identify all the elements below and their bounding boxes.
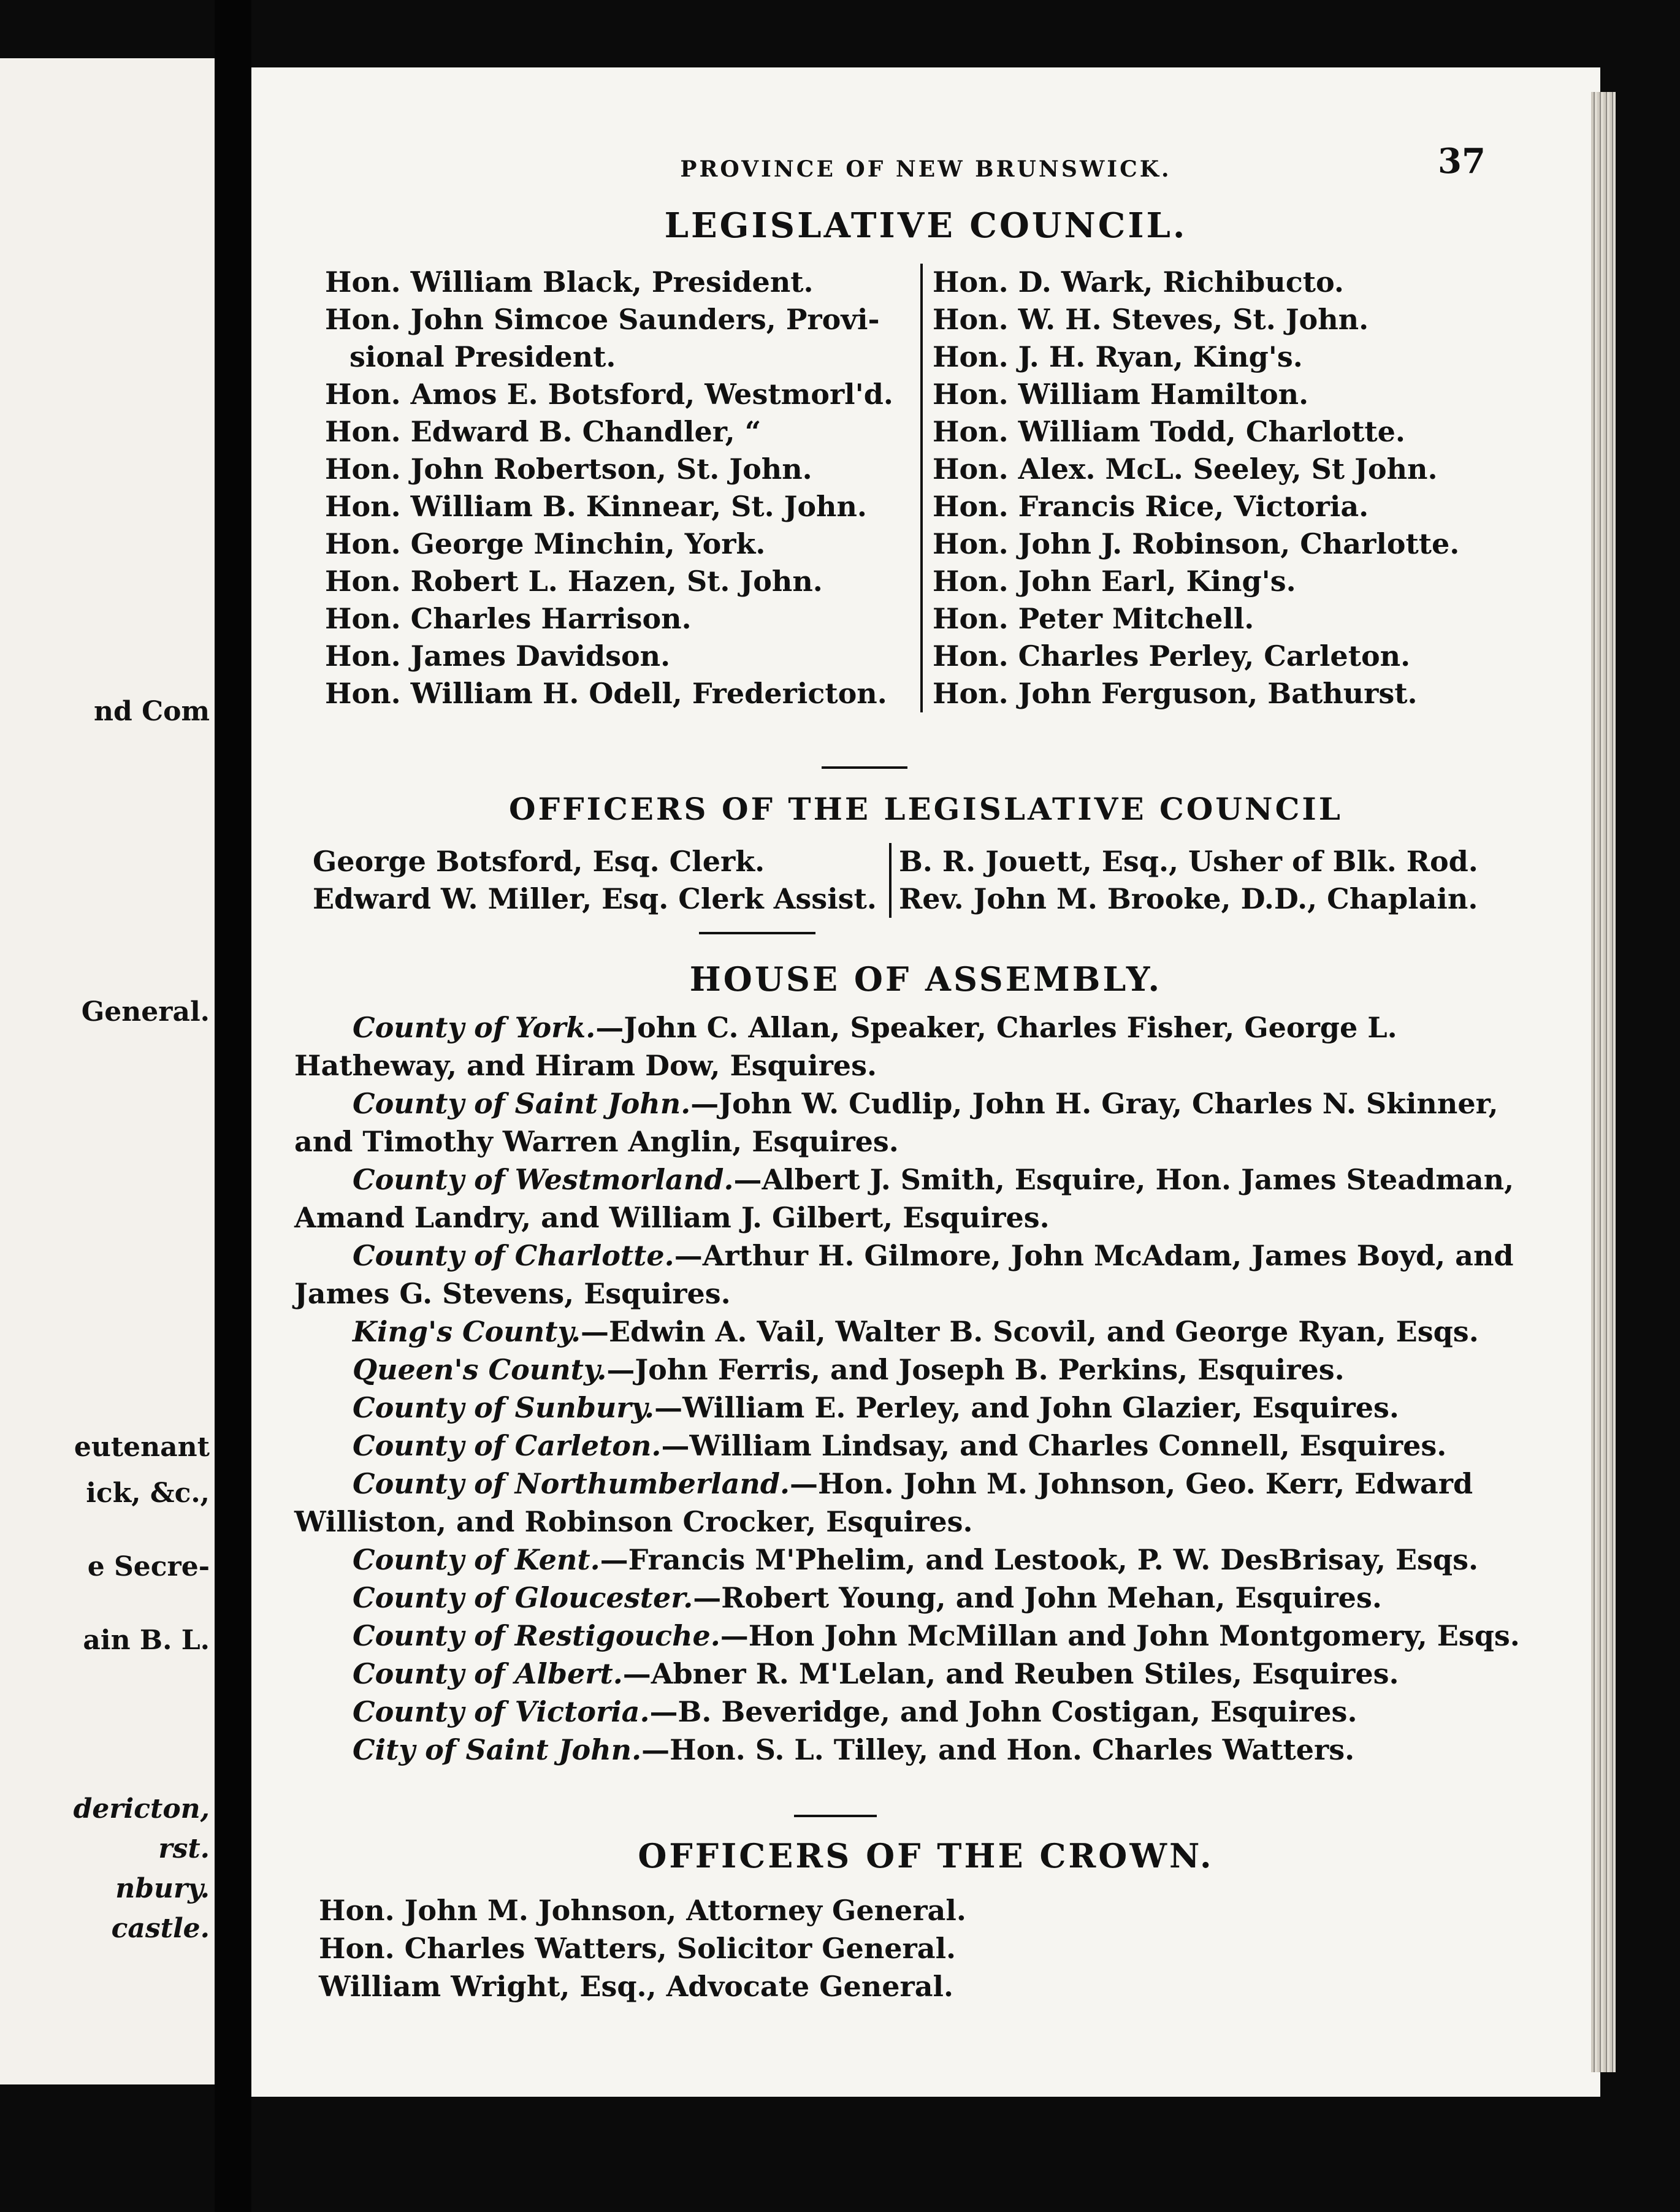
council-member: Hon. Robert L. Hazen, St. John. — [325, 565, 823, 598]
assembly-entry — [294, 1693, 1533, 1731]
section-heading-crown-officers: OFFICERS OF THE CROWN. — [638, 1836, 1214, 1875]
council-member: Hon. Amos E. Botsford, Westmorl'd. — [325, 378, 893, 411]
council-member: Hon. William Hamilton. — [932, 378, 1309, 411]
members: —Edwin A. Vail, Walter B. Scovil, and George Ryan, Esqs. — [580, 1315, 1479, 1348]
county-name: County of Carleton. — [353, 1429, 662, 1462]
members: —John W. Cudlip, John H. Gray, Charles N. Skinner, and Timothy Warren Anglin, Esquires. — [294, 1087, 1499, 1158]
assembly-entry — [294, 1465, 1533, 1541]
council-member: Hon. William Todd, Charlotte. — [932, 415, 1405, 448]
facing-text-fragment: rst. — [158, 1833, 210, 1864]
page-number: 37 — [1438, 141, 1486, 181]
county-name: King's County. — [353, 1315, 581, 1348]
county-name: Queen's County. — [353, 1353, 607, 1386]
county-name: County of Westmorland. — [353, 1163, 734, 1196]
council-member: Hon. James Davidson. — [325, 639, 671, 673]
assembly-entry — [294, 1427, 1533, 1465]
assembly-entry — [294, 1351, 1533, 1389]
crown-officers — [319, 1891, 1422, 2005]
facing-text-fragment: e Secre- — [87, 1551, 210, 1582]
council-member: Hon. George Minchin, York. — [325, 527, 766, 560]
assembly-entry — [294, 1731, 1533, 1769]
members: —Albert J. Smith, Esquire, Hon. James Steadman, Amand Landry, and William J. Gilbert, Esquires. — [294, 1163, 1514, 1234]
assembly-entry — [294, 1237, 1533, 1313]
council-member: Hon. William Black, President. — [325, 265, 814, 299]
members: —Arthur H. Gilmore, John McAdam, James Boyd, and James G. Stevens, Esquires. — [294, 1239, 1514, 1310]
assembly-entry — [294, 1655, 1533, 1693]
county-name: County of Sunbury. — [353, 1391, 655, 1424]
facing-page — [0, 58, 215, 2084]
section-heading-legislative-council: LEGISLATIVE COUNCIL. — [664, 205, 1188, 246]
council-member: Hon. John J. Robinson, Charlotte. — [932, 527, 1460, 560]
members: —Hon. John M. Johnson, Geo. Kerr, Edward Williston, and Robinson Crocker, Esquires. — [294, 1467, 1473, 1538]
council-member: Hon. William B. Kinnear, St. John. — [325, 490, 867, 523]
section-divider — [699, 932, 815, 934]
members: —Abner R. M'Lelan, and Reuben Stiles, Esquires. — [622, 1657, 1399, 1690]
members: —Francis M'Phelim, and Lestook, P. W. DesBrisay, Esqs. — [600, 1543, 1479, 1576]
members: —Hon. S. L. Tilley, and Hon. Charles Watters. — [641, 1733, 1355, 1766]
council-member: Hon. W. H. Steves, St. John. — [932, 303, 1369, 336]
council-officers-left — [313, 843, 892, 918]
assembly-entry — [294, 1313, 1533, 1351]
facing-text-fragment: ick, &c., — [86, 1478, 210, 1509]
council-member: sional President. — [349, 340, 616, 373]
county-name: County of Charlotte. — [353, 1239, 674, 1272]
officer-entry: Edward W. Miller, Esq. Clerk Assist. — [313, 882, 877, 915]
assembly-entry — [294, 1541, 1533, 1579]
section-divider — [794, 1815, 877, 1817]
council-column-right — [923, 264, 1502, 712]
members: —John C. Allan, Speaker, Charles Fisher, George L. Hatheway, and Hiram Dow, Esquires. — [294, 1011, 1397, 1082]
crown-officer-entry: Hon. John M. Johnson, Attorney General. — [319, 1894, 966, 1927]
assembly-entry — [294, 1085, 1533, 1161]
assembly-entry — [294, 1617, 1533, 1655]
council-member: Hon. Peter Mitchell. — [932, 602, 1254, 635]
crown-officer-entry: William Wright, Esq., Advocate General. — [319, 1970, 953, 2003]
assembly-entry — [294, 1009, 1533, 1085]
county-name: County of Gloucester. — [353, 1581, 693, 1614]
county-name: County of York. — [353, 1011, 596, 1044]
council-member: Hon. William H. Odell, Fredericton. — [325, 677, 887, 710]
officer-entry: George Botsford, Esq. Clerk. — [313, 845, 765, 878]
page-stack-edge — [1591, 92, 1616, 2072]
document-page — [251, 67, 1600, 2097]
council-member: Hon. Charles Harrison. — [325, 602, 692, 635]
officer-entry: B. R. Jouett, Esq., Usher of Blk. Rod. — [899, 845, 1478, 878]
council-member: Hon. J. H. Ryan, King's. — [932, 340, 1303, 373]
county-name: County of Saint John. — [353, 1087, 691, 1120]
county-name: County of Northumberland. — [353, 1467, 790, 1500]
county-name: County of Kent. — [353, 1543, 600, 1576]
facing-text-fragment: nbury. — [115, 1873, 210, 1904]
members: —William Lindsay, and Charles Connell, Esquires. — [661, 1429, 1447, 1462]
running-head: PROVINCE OF NEW BRUNSWICK. — [680, 156, 1172, 182]
members: —Robert Young, and John Mehan, Esquires. — [693, 1581, 1382, 1614]
officer-entry: Rev. John M. Brooke, D.D., Chaplain. — [899, 882, 1478, 915]
council-member: Hon. John Earl, King's. — [932, 565, 1296, 598]
council-column-left — [325, 264, 923, 712]
county-name: County of Albert. — [353, 1657, 623, 1690]
facing-text-fragment: nd Com — [94, 696, 210, 727]
council-officers-right — [892, 843, 1537, 918]
council-member: Hon. Charles Perley, Carleton. — [932, 639, 1411, 673]
facing-text-fragment: dericton, — [73, 1793, 210, 1825]
council-member: Hon. Edward B. Chandler, “ — [325, 415, 762, 448]
members: —Hon John McMillan and John Montgomery, Esqs. — [720, 1619, 1520, 1652]
council-member: Hon. D. Wark, Richibucto. — [932, 265, 1344, 299]
facing-text-fragment: ain B. L. — [83, 1625, 210, 1656]
county-name: City of Saint John. — [353, 1733, 642, 1766]
assembly-entry — [294, 1389, 1533, 1427]
council-members — [325, 264, 1502, 712]
assembly-entry — [294, 1579, 1533, 1617]
county-name: County of Victoria. — [353, 1695, 650, 1728]
council-member: Hon. John Simcoe Saunders, Provi- — [325, 303, 880, 336]
section-divider — [822, 766, 907, 769]
assembly-list — [294, 1009, 1533, 1769]
facing-text-fragment: castle. — [111, 1913, 210, 1944]
council-member: Hon. John Robertson, St. John. — [325, 452, 812, 486]
members: —John Ferris, and Joseph B. Perkins, Esquires. — [606, 1353, 1345, 1386]
members: —B. Beveridge, and John Costigan, Esquires. — [649, 1695, 1357, 1728]
section-heading-house-of-assembly: HOUSE OF ASSEMBLY. — [689, 959, 1163, 999]
facing-text-fragment: eutenant — [74, 1432, 210, 1463]
book-gutter — [215, 0, 251, 2212]
members: —William E. Perley, and John Glazier, Esquires. — [654, 1391, 1399, 1424]
council-member: Hon. Alex. McL. Seeley, St John. — [932, 452, 1438, 486]
council-officers — [313, 843, 1539, 918]
council-member: Hon. Francis Rice, Victoria. — [932, 490, 1369, 523]
assembly-entry — [294, 1161, 1533, 1237]
county-name: County of Restigouche. — [353, 1619, 720, 1652]
crown-officer-entry: Hon. Charles Watters, Solicitor General. — [319, 1932, 956, 1965]
council-member: Hon. John Ferguson, Bathurst. — [932, 677, 1418, 710]
facing-text-fragment: General. — [81, 996, 210, 1028]
section-heading-council-officers: OFFICERS OF THE LEGISLATIVE COUNCIL — [509, 791, 1343, 827]
